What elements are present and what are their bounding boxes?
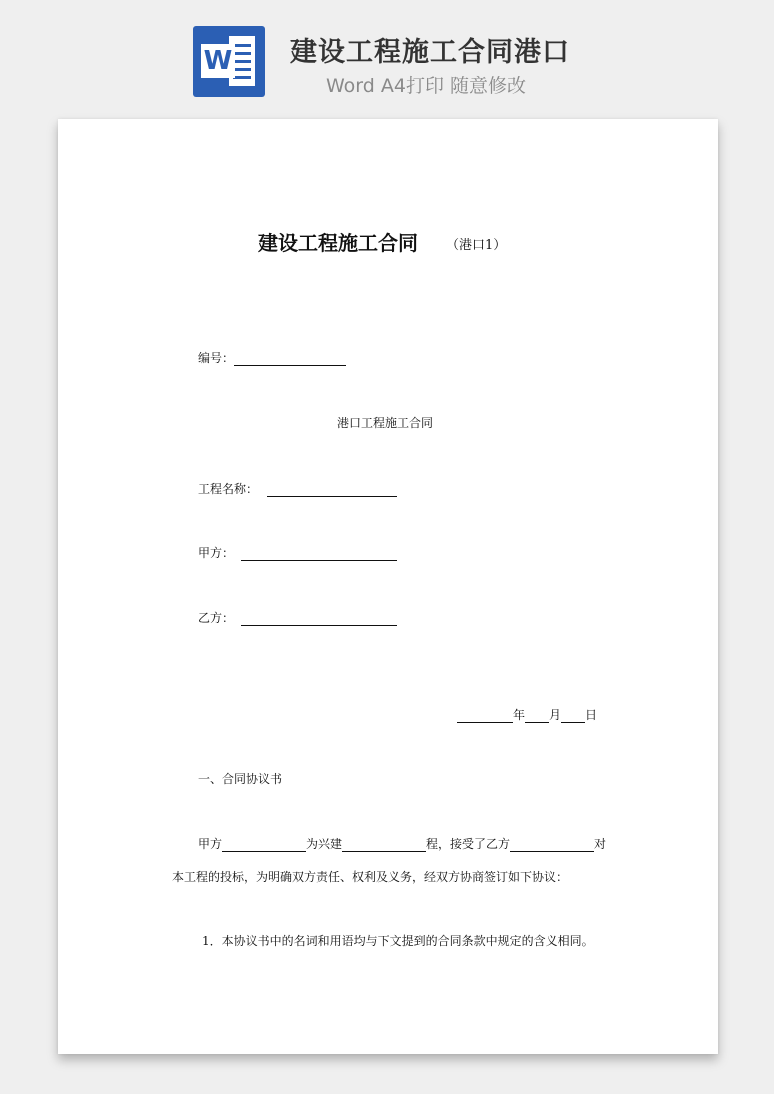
project-name-label: 工程名称： (198, 482, 259, 496)
para-text-c: 程，接受了乙方 (426, 837, 511, 851)
contract-subheading: 港口工程施工合同 (337, 416, 434, 430)
page-subtitle: Word A4打印 随意修改 (326, 75, 527, 97)
party-a-name-blank[interactable] (222, 839, 306, 852)
year-label: 年 (513, 708, 526, 722)
party-a-label: 甲方： (198, 546, 235, 560)
section-heading: 一、合同协议书 (198, 772, 283, 786)
number-label: 编号： (198, 351, 235, 365)
party-b-label: 乙方： (198, 611, 235, 625)
document-page (58, 119, 718, 1054)
word-icon-letter: W (201, 44, 235, 78)
project-blank[interactable] (342, 839, 426, 852)
party-b-name-blank[interactable] (510, 839, 594, 852)
para-text-d: 对 (594, 837, 607, 851)
agreement-item-1: 1．本协议书中的名词和用语均与下文提到的合同条款中规定的含义相同。 (202, 934, 594, 948)
date-row (457, 706, 597, 723)
party-b-blank[interactable] (241, 613, 397, 626)
number-row (198, 349, 346, 366)
document-title: 建设工程施工合同 (258, 231, 418, 255)
month-blank[interactable] (525, 710, 549, 723)
paragraph-1-line-2: 本工程的投标，为明确双方责任、权利及义务，经双方协商签订如下协议： (172, 870, 569, 884)
project-name-row (198, 480, 397, 497)
document-title-suffix: （港口1） (446, 238, 507, 253)
page-header (0, 0, 774, 115)
party-b-row (198, 609, 397, 626)
project-name-blank[interactable] (267, 484, 397, 497)
year-blank[interactable] (457, 710, 513, 723)
page-title: 建设工程施工合同港口 (290, 37, 570, 68)
word-icon (193, 26, 265, 97)
number-blank[interactable] (234, 353, 346, 366)
party-a-row (198, 544, 397, 561)
para-text-a: 甲方 (198, 837, 223, 851)
party-a-blank[interactable] (241, 548, 397, 561)
day-label: 日 (585, 708, 598, 722)
paragraph-1-line-1 (198, 835, 606, 852)
day-blank[interactable] (561, 710, 585, 723)
para-text-b: 为兴建 (306, 837, 343, 851)
month-label: 月 (549, 708, 562, 722)
